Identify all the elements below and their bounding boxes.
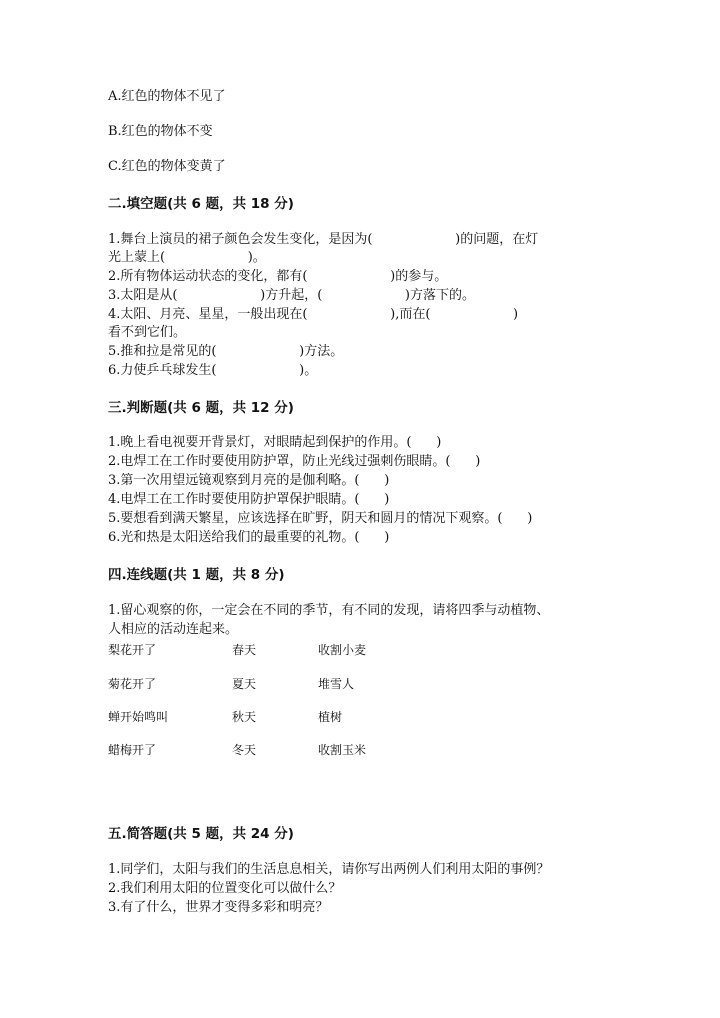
- match-item-activity: 收割小麦: [318, 643, 367, 657]
- match-item-activity: 收割玉米: [318, 743, 367, 757]
- section3-line: 5.要想看到满天繁星，应该选择在旷野，阴天和圆月的情况下观察。( ): [108, 511, 533, 526]
- section2-line: 光上蒙上( )。: [108, 250, 266, 265]
- section2-line: 看不到它们。: [108, 325, 187, 340]
- match-item-season: 冬天: [232, 743, 257, 757]
- section5-line: 3.有了什么，世界才变得多彩和明亮？: [108, 900, 329, 915]
- section3-heading: 三.判断题(共 6 题，共 12 分): [108, 400, 294, 416]
- match-item-left: 菊花开了: [108, 677, 157, 691]
- match-item-activity: 堆雪人: [318, 677, 355, 691]
- section3-line: 2.电焊工在工作时要使用防护罩，防止光线过强刺伤眼睛。( ): [108, 454, 481, 469]
- section2-line: 2.所有物体运动状态的变化，都有( )的参与。: [108, 269, 448, 284]
- section2-heading: 二.填空题(共 6 题，共 18 分): [108, 196, 294, 212]
- section3-line: 6.光和热是太阳送给我们的最重要的礼物。( ): [108, 530, 390, 545]
- section2-line: 5.推和拉是常见的( )方法。: [108, 344, 344, 359]
- section4-question-line: 人相应的活动连起来。: [108, 622, 239, 637]
- match-item-left: 蝉开始鸣叫: [108, 710, 169, 724]
- section3-line: 1.晚上看电视要开背景灯，对眼睛起到保护的作用。( ): [108, 435, 442, 450]
- section4-question-line: 1.留心观察的你，一定会在不同的季节，有不同的发现，请将四季与动植物、: [108, 603, 550, 618]
- section2-line: 1.舞台上演员的裙子颜色会发生变化，是因为( )的问题，在灯: [108, 232, 539, 247]
- section5-line: 1.同学们，太阳与我们的生活息息相关，请你写出两例人们利用太阳的事例？: [108, 862, 550, 877]
- section3-line: 3.第一次用望远镜观察到月亮的是伽利略。( ): [108, 473, 390, 488]
- section2-line: 4.太阳、月亮、星星，一般出现在( ),而在( ): [108, 307, 519, 322]
- match-item-season: 秋天: [232, 710, 257, 724]
- section2-line: 3.太阳是从( )方升起，( )方落下的。: [108, 288, 475, 303]
- match-item-season: 春天: [232, 643, 257, 657]
- match-item-activity: 植树: [318, 710, 343, 724]
- option-c: C.红色的物体变黄了: [108, 159, 226, 174]
- option-b: B.红色的物体不变: [108, 124, 213, 139]
- option-a: A.红色的物体不见了: [108, 89, 226, 104]
- section3-line: 4.电焊工在工作时要使用防护罩保护眼睛。( ): [108, 492, 390, 507]
- section5-line: 2.我们利用太阳的位置变化可以做什么？: [108, 881, 342, 896]
- section5-heading: 五.简答题(共 5 题，共 24 分): [108, 826, 294, 842]
- section2-line: 6.力使乒乓球发生( )。: [108, 363, 318, 378]
- section4-heading: 四.连线题(共 1 题，共 8 分): [108, 567, 285, 583]
- match-item-season: 夏天: [232, 677, 257, 691]
- match-item-left: 蜡梅开了: [108, 743, 157, 757]
- match-item-left: 梨花开了: [108, 643, 157, 657]
